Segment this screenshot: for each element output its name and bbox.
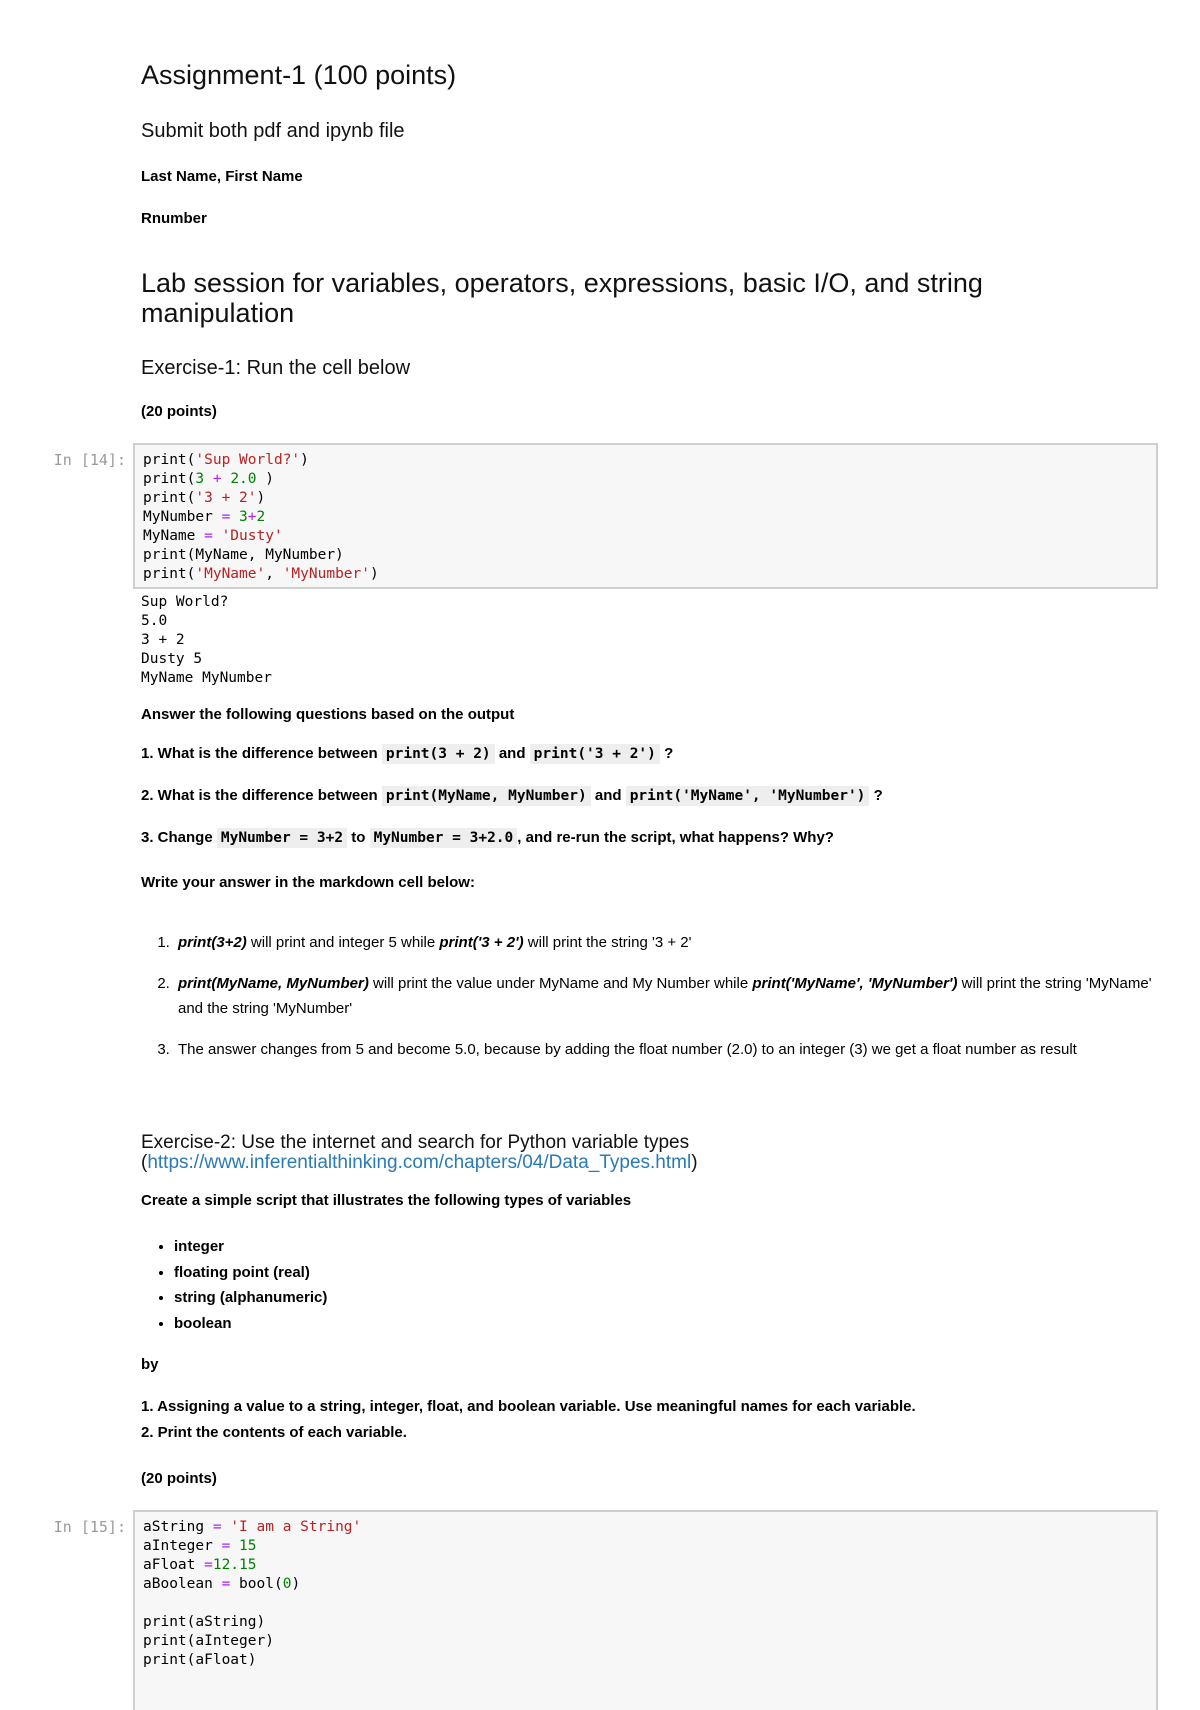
answer-item: [174, 1037, 1164, 1062]
code-line: MyName = 'Dusty': [143, 528, 283, 544]
question-1-tail: ?: [664, 745, 674, 762]
answer-list: [140, 930, 1164, 1078]
answer-text: will print and integer 5 while: [246, 934, 440, 951]
cell-output-14: [141, 593, 272, 688]
code-line: aFloat =12.15: [143, 1557, 257, 1573]
code-cell-15-source[interactable]: [143, 1518, 1148, 1670]
code-line: print('MyName', 'MyNumber'): [143, 566, 379, 582]
output-line: 5.0: [141, 613, 168, 629]
cell-prompt-15: In [15]:: [53, 1518, 126, 1536]
write-answer-prompt: Write your answer in the markdown cell below:: [141, 874, 475, 891]
inline-code: print(3 + 2): [382, 744, 495, 764]
code-line: aInteger = 15: [143, 1538, 257, 1554]
questions-instructions: Answer the following questions based on the output: [141, 706, 515, 723]
list-item: • boolean: [174, 1311, 327, 1337]
assignment-title: Assignment-1 (100 points): [141, 60, 457, 90]
code-line: print('3 + 2'): [143, 490, 266, 506]
answer-text: will print the string 'MyName' and the string 'MyNumber': [178, 975, 1152, 1017]
question-2-tail: ?: [873, 787, 883, 804]
step-2: 2. Print the contents of each variable.: [141, 1424, 407, 1441]
submit-instructions: Submit both pdf and ipynb file: [141, 120, 405, 142]
list-item: • floating point (real): [174, 1260, 327, 1286]
exercise2-title: [141, 1133, 1101, 1173]
exercise2-instructions: Create a simple script that illustrates the following types of variables: [141, 1192, 632, 1209]
answer-code: print(MyName, MyNumber): [178, 975, 369, 992]
name-label: Last Name, First Name: [141, 168, 303, 185]
question-3-mid: to: [351, 829, 366, 846]
question-3: [141, 829, 834, 846]
output-line: MyName MyNumber: [141, 670, 272, 686]
question-2-lead: 2. What is the difference between: [141, 787, 378, 804]
output-line: Dusty 5: [141, 651, 203, 667]
inline-code: print(MyName, MyNumber): [382, 786, 591, 806]
exercise1-title: Exercise-1: Run the cell below: [141, 357, 411, 379]
question-1-mid: and: [498, 745, 526, 762]
question-2: [141, 787, 883, 804]
code-line: print(aString): [143, 1614, 266, 1630]
code-line: aBoolean = bool(0): [143, 1576, 301, 1592]
link-paren-close: ): [691, 1152, 698, 1173]
output-line: 3 + 2: [141, 632, 185, 648]
answer-text: will print the value under MyName and My Number while: [368, 975, 753, 992]
list-item: • integer: [174, 1234, 327, 1260]
output-line: Sup World?: [141, 594, 229, 610]
lab-title: Lab session for variables, operators, expressions, basic I/O, and string manipulation: [141, 268, 983, 328]
inline-code: print('MyName', 'MyNumber'): [626, 786, 870, 806]
inline-code: MyNumber = 3+2.0: [370, 828, 518, 848]
answer-text: The answer changes from 5 and become 5.0, because by adding the float number (2.0) to an integer (3) we get a float number as result: [178, 1041, 1077, 1058]
link-paren-open: (: [141, 1152, 148, 1173]
answer-item: [174, 930, 1164, 955]
answer-code: print('MyName', 'MyNumber'): [752, 975, 958, 992]
cell-prompt-14: In [14]:: [53, 451, 126, 469]
rnumber-label: Rnumber: [141, 210, 207, 227]
code-line: print(3 + 2.0 ): [143, 471, 274, 487]
question-2-mid: and: [594, 787, 622, 804]
code-line: print(aFloat): [143, 1652, 257, 1668]
answer-code: print('3 + 2'): [439, 934, 524, 951]
answer-code: print(3+2): [178, 934, 247, 951]
code-line: MyNumber = 3+2: [143, 509, 266, 525]
step-1: 1. Assigning a value to a string, integer, float, and boolean variable. Use meaningful names for each variable.: [141, 1398, 916, 1415]
variable-types-list: [140, 1234, 327, 1336]
code-line: print(aInteger): [143, 1633, 274, 1649]
question-1-lead: 1. What is the difference between: [141, 745, 378, 762]
code-line: print(MyName, MyNumber): [143, 547, 344, 563]
exercise2-title-text: Exercise-2: Use the internet and search for Python variable types: [141, 1132, 690, 1153]
answer-item: [174, 971, 1164, 1021]
code-cell-14[interactable]: [133, 443, 1158, 589]
data-types-link[interactable]: https://www.inferentialthinking.com/chapters/04/Data_Types.html: [147, 1152, 692, 1173]
exercise1-points: (20 points): [141, 403, 217, 420]
code-line: aString = 'I am a String': [143, 1519, 362, 1535]
code-cell-14-source[interactable]: [143, 451, 1148, 584]
inline-code: MyNumber = 3+2: [217, 828, 347, 848]
by-label: by: [141, 1356, 159, 1373]
inline-code: print('3 + 2'): [530, 744, 660, 764]
question-1: [141, 745, 673, 762]
question-3-tail: , and re-run the script, what happens? Why?: [517, 829, 834, 846]
answer-text: will print the string '3 + 2': [523, 934, 692, 951]
question-3-lead: 3. Change: [141, 829, 213, 846]
list-item: • string (alphanumeric): [174, 1285, 327, 1311]
exercise2-points: (20 points): [141, 1470, 217, 1487]
code-line: print('Sup World?'): [143, 452, 309, 468]
code-cell-15[interactable]: [133, 1510, 1158, 1710]
